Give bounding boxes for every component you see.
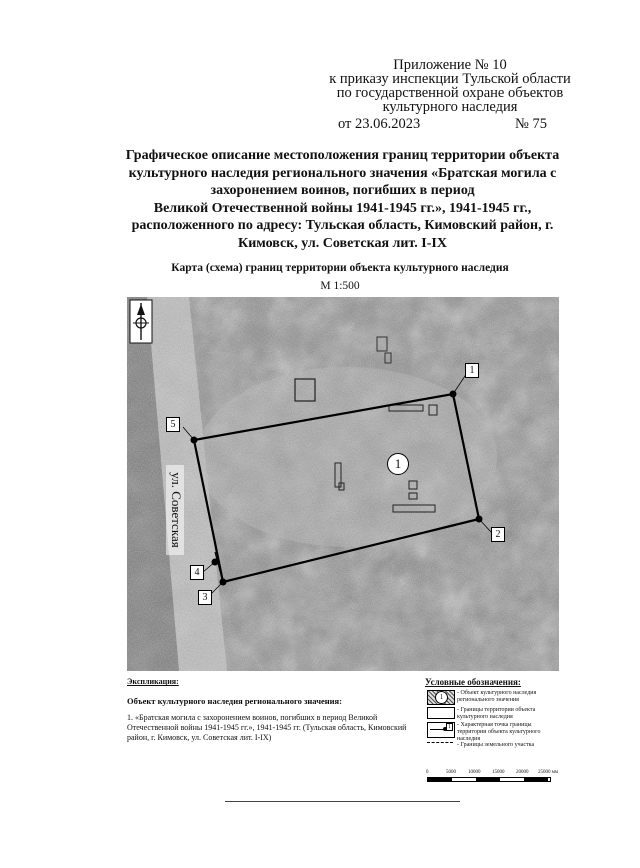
document-title <box>90 147 595 252</box>
legend-point-number: 1 <box>448 724 451 730</box>
scale-tick: 15000 <box>492 770 505 775</box>
legend-label-boundary: - Границы территории объекта культурного наследия <box>457 707 536 720</box>
scale-tick: 0 <box>426 770 429 775</box>
point-label-4: 4 <box>190 565 204 580</box>
title-line: Графическое описание местоположения границ территории объекта <box>125 148 560 163</box>
map-title: Карта (схема) границ территории объекта культурного наследия <box>171 262 509 274</box>
order-reference-line3: культурного наследия <box>382 99 518 115</box>
title-line: захоронением воинов, погибших в период <box>210 183 475 198</box>
point-label-2: 2 <box>491 527 505 542</box>
bottom-divider <box>225 801 460 802</box>
legend-heading: Условные обозначения: <box>425 677 521 687</box>
legend-label-land-plot: - Границы земельного участка <box>457 742 535 748</box>
order-number: № 75 <box>515 116 547 132</box>
legend-symbol-land-plot <box>427 742 453 743</box>
scale-tick: 10000 <box>468 770 481 775</box>
point-label-5: 5 <box>166 417 180 432</box>
legend-symbol-boundary <box>427 707 455 719</box>
point-label-3: 3 <box>198 590 212 605</box>
title-line: культурного наследия регионального значения «Братская могила с <box>128 165 557 181</box>
point-label-1: 1 <box>465 363 479 378</box>
title-line: Кимовск, ул. Советская лит. I-IX <box>238 235 447 251</box>
order-reference: к приказу инспекции Тульской области <box>329 71 571 87</box>
scale-tick: 20000 <box>516 770 529 775</box>
scale-tick: 25000 мм <box>538 770 559 775</box>
order-date: от 23.06.2023 <box>338 116 421 132</box>
scale-tick: 5000 <box>446 770 456 775</box>
legend-label-point: - Характерная точка границы территории объекта культурного наследия <box>457 722 541 742</box>
order-reference-line2: по государственной охране объектов <box>336 85 564 101</box>
title-line: расположенного по адресу: Тульская область, Кимовский район, г. <box>131 218 554 233</box>
scale-bar <box>427 777 551 782</box>
explication-subheading: Объект культурного наследия регионального значения: <box>127 696 342 706</box>
legend-object-marker: 1 <box>435 691 448 704</box>
explication-item: 1. «Братская могила с захоронением воинов, погибших в период Великой Отечественной войны 1941-1945 гг.», 1941-1945 гг. (Тульская область, Кимовский район, г. Кимовск, ул. Советская лит. I-IX) <box>127 713 407 742</box>
title-line: Великой Отечественной войны 1941-1945 гг.», 1941-1945 гг., <box>153 200 532 216</box>
object-marker: 1 <box>387 453 409 475</box>
appendix-number: Приложение № 10 <box>393 57 507 73</box>
explication-heading: Экспликация: <box>127 677 179 686</box>
legend-symbol-object <box>427 690 455 705</box>
north-arrow-icon <box>130 300 152 343</box>
map-image <box>127 297 559 671</box>
legend-label-object: - Объект культурного наследия регионального значения <box>457 690 537 703</box>
street-label: ул. Советская <box>169 472 184 548</box>
legend-symbol-point <box>427 722 455 738</box>
map-scale: М 1:500 <box>320 280 360 292</box>
